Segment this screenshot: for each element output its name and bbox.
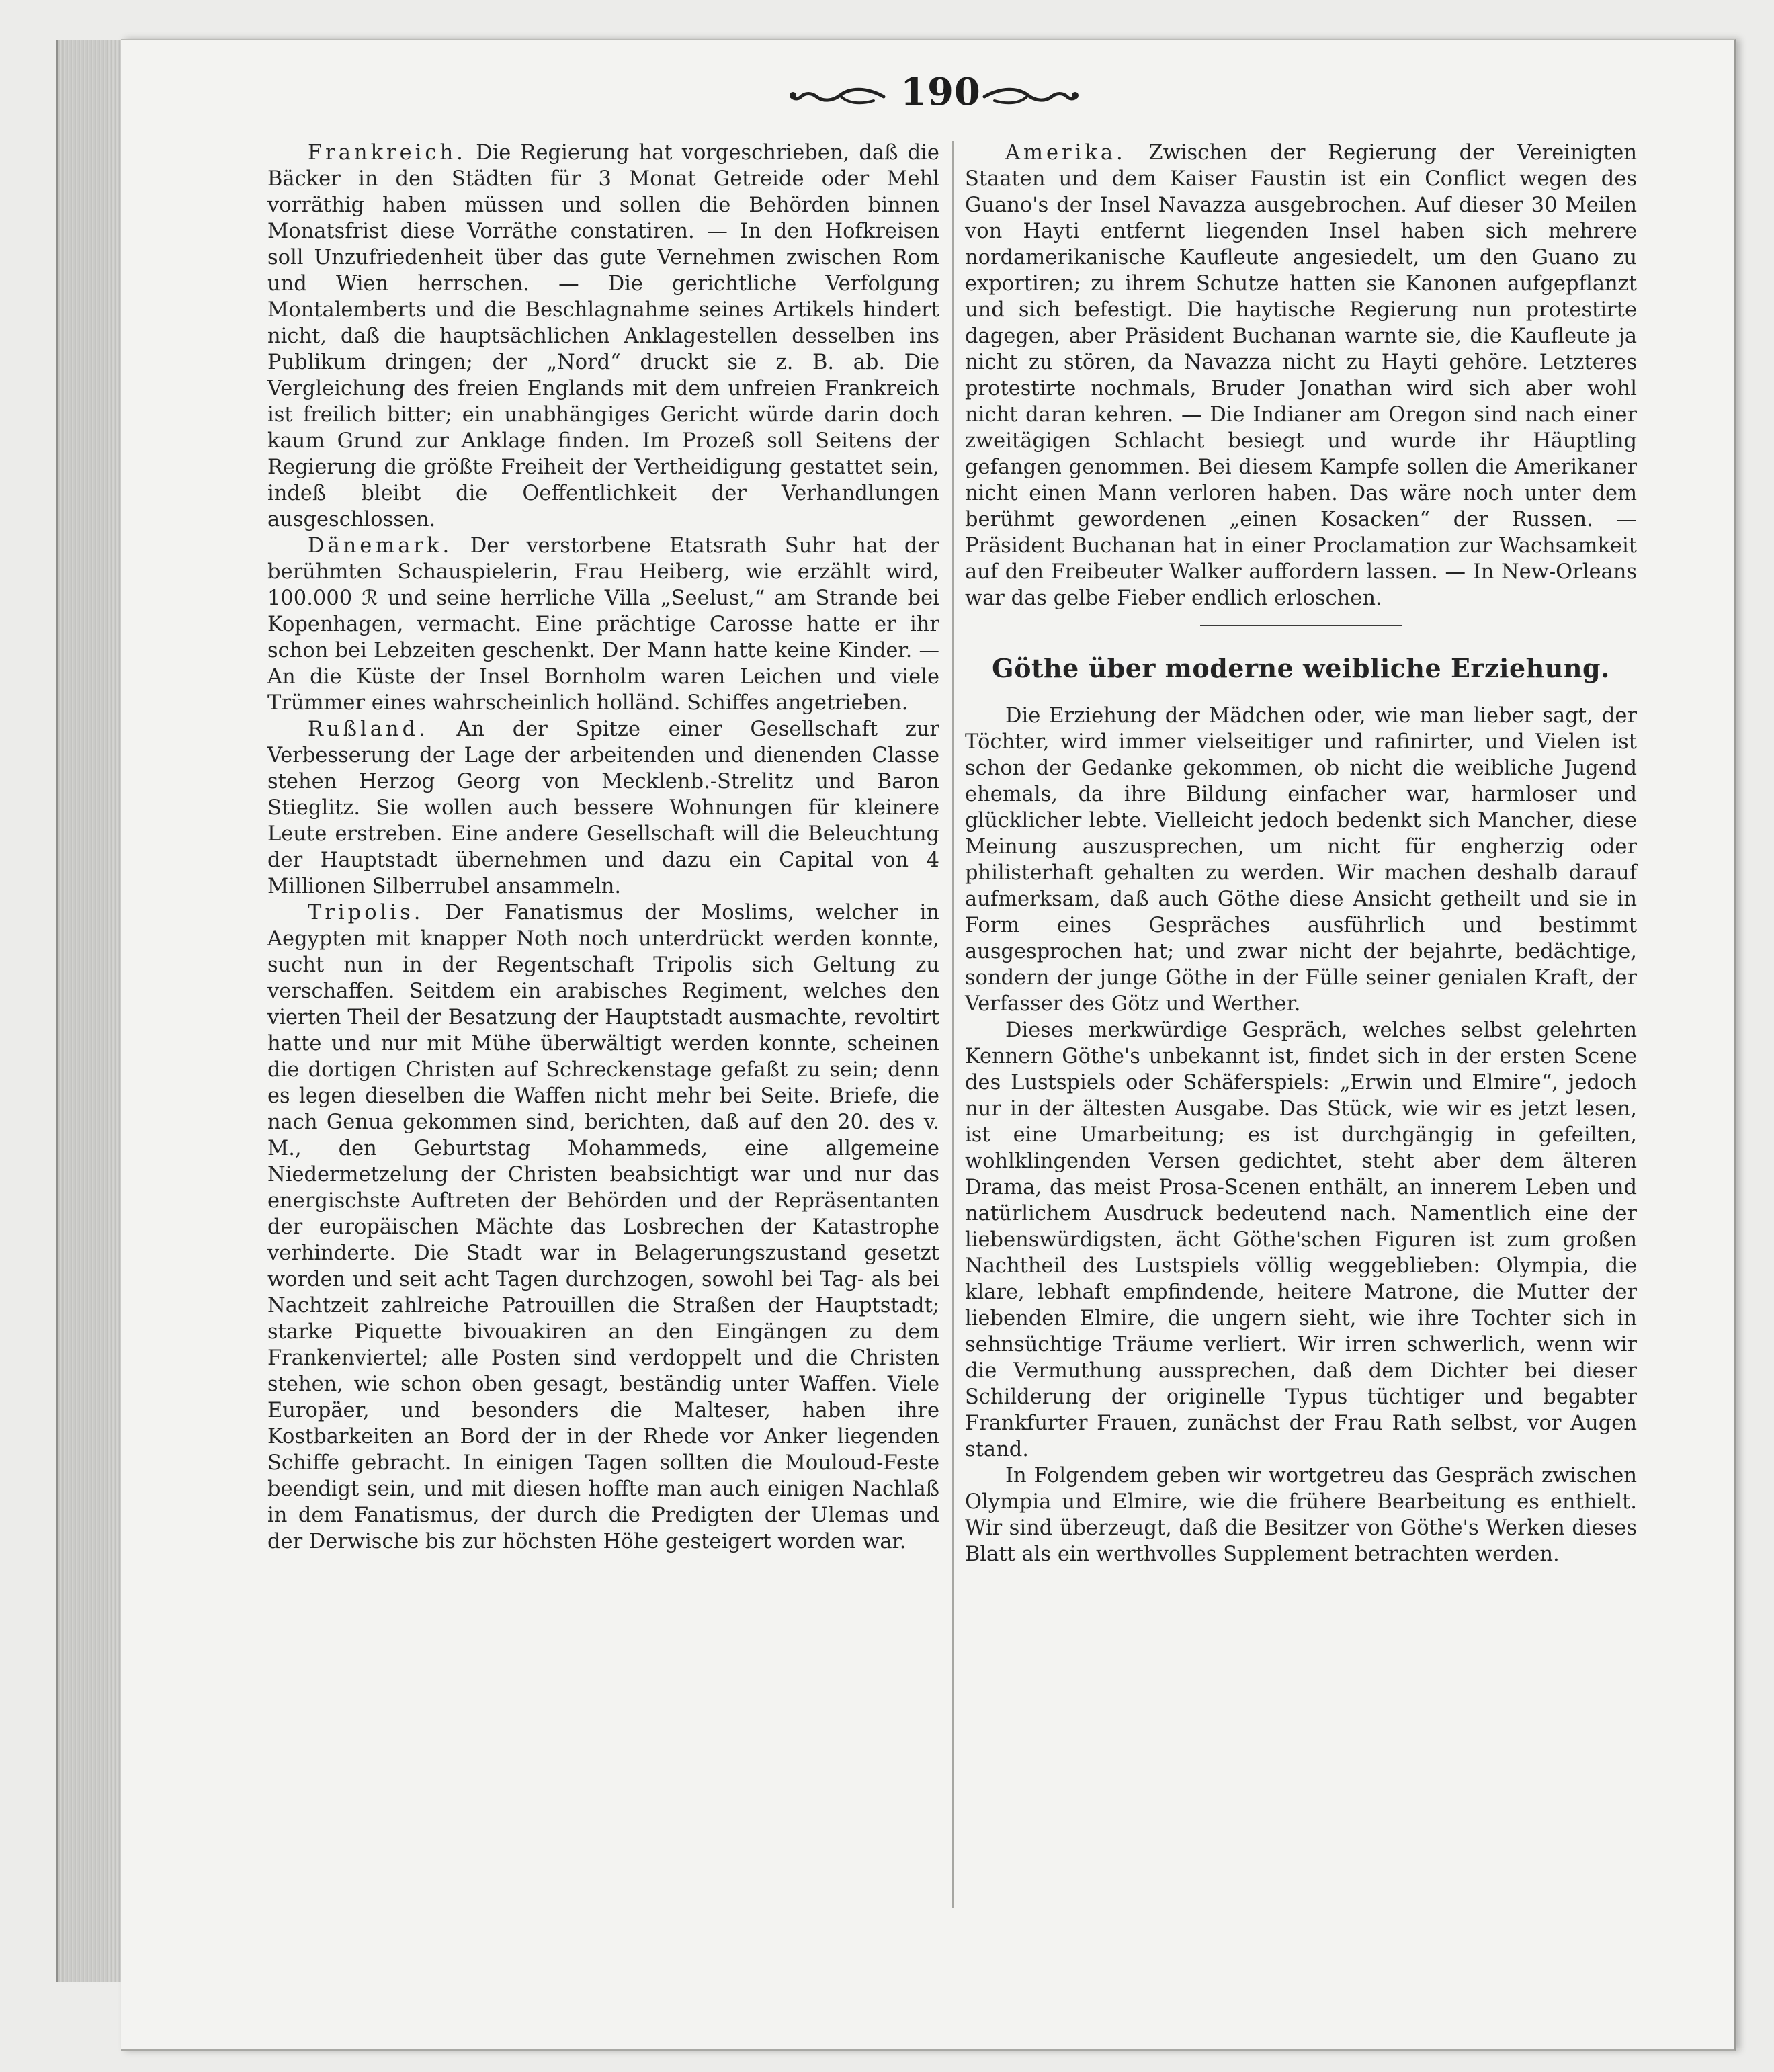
page-number: 190 (900, 70, 981, 114)
article-title: Göthe über moderne weibliche Erziehung. (992, 653, 1610, 683)
country-keyword: Dänemark. (308, 534, 453, 558)
page-header (746, 67, 1122, 121)
paragraph-text: An der Spitze einer Gesellschaft zur Verbesserung der Lage der arbeitenden und dienenden Classe stehen Herzog Georg von Mecklenb.-Strelitz und Baron Stieglitz. Sie wollen auch bessere Wohnungen für kleinere Leute erstreben. Eine andere Gesellschaft will die Beleuchtung der Hauptstadt übernehmen und dazu ein Capital von 4 Millionen Silberrubel ansammeln. (267, 718, 939, 898)
news-paragraph-denmark (267, 533, 939, 716)
right-column (965, 140, 1637, 1567)
country-keyword: Amerika. (1005, 141, 1126, 165)
stacked-page-edges (56, 40, 122, 1982)
news-paragraph-tripoli (267, 900, 939, 1555)
left-column (267, 140, 939, 1555)
paragraph-text: Der verstorbene Etatsrath Suhr hat der berühmten Schauspielerin, Frau Heiberg, wie erzählt wird, 100.000 ℛ und seine herrliche Villa „Seelust,“ am Strande bei Kopenhagen, vermacht. Eine prächtige Carosse hatte er ihr schon bei Lebzeiten geschenkt. Der Mann hatte keine Kinder. — An die Küste der Insel Bornholm waren Leichen und viele Trümmer eines wahrscheinlich holländ. Schiffes angetrieben. (267, 534, 939, 715)
country-keyword: Rußland. (308, 718, 429, 741)
right-ornament-icon (981, 82, 1082, 109)
paragraph-text: Der Fanatismus der Moslims, welcher in Aegypten mit knapper Noth noch unterdrückt werden konnte, sucht nun in der Regentschaft Tripolis sich Geltung zu verschaffen. Seitdem ein arabisches Regiment, welches den vierten Theil der Besatzung der Hauptstadt ausmachte, revoltirt hatte und nur mit Mühe überwältigt werden konnte, scheinen die dortigen Christen auf Schreckenstage gefaßt zu sein; denn es legen dieselben die Waffen nicht mehr bei Seite. Briefe, die nach Genua gekommen sind, berichten, daß auf den 20. des v. M., den Geburtstag Mohammeds, eine allgemeine Niedermetzelung der Christen beabsichtigt war und nur das energischste Auftreten der Behörden und der Repräsentanten der europäischen Mächte das Losbrechen der Katastrophe verhinderte. Die Stadt war in Belagerungszustand gesetzt worden und seit acht Tagen durchzogen, sowohl bei Tag- als bei Nachtzeit zahlreiche Patrouillen die Straßen der Hauptstadt; starke Piquette bivouakiren an den Eingängen zu dem Frankenviertel; alle Posten sind verdoppelt und die Christen stehen, wie schon oben gesagt, beständig unter Waffen. Viele Europäer, und besonders die Malteser, haben ihre Kostbarkeiten an Bord der in der Rhede vor Anker liegenden Schiffe gebracht. In einigen Tagen sollten die Mouloud-Feste beendigt sein, und mit diesen hoffte man auch einigen Nachlaß in dem Fanatismus, der durch die Predigten der Ulemas und der Derwische bis zur höchsten Höhe gesteigert worden war. (267, 901, 939, 1553)
left-ornament-icon (786, 82, 887, 109)
article-paragraph: In Folgendem geben wir wortgetreu das Gespräch zwischen Olympia und Elmire, wie die frühere Bearbeitung es enthielt. Wir sind überzeugt, daß die Besitzer von Göthe's Werken dieses Blatt als ein werthvolles Supplement betrachten werden. (965, 1464, 1637, 1566)
news-paragraph-russia (267, 716, 939, 900)
section-divider (1200, 625, 1402, 626)
paragraph-text: Die Regierung hat vorgeschrieben, daß die Bäcker in den Städten für 3 Monat Getreide oder Mehl vorräthig haben müssen und sollen die Behörden binnen Monatsfrist diese Vorräthe constatiren. — In den Hofkreisen soll Unzufriedenheit über das gute Vernehmen zwischen Rom und Wien herrschen. — Die gerichtliche Verfolgung Montalemberts und die Beschlagnahme seines Artikels hindert nicht, daß die hauptsächlichen Anklagestellen desselben ins Publikum dringen; der „Nord“ druckt sie z. B. ab. Die Vergleichung des freien Englands mit dem unfreien Frankreich ist freilich bitter; ein unabhängiges Gericht würde darin doch kaum Grund zur Anklage finden. Im Prozeß soll Seitens der Regierung die größte Freiheit der Vertheidigung gestattet sein, indeß bleibt die Oeffentlichkeit der Verhandlungen ausgeschlossen. (267, 141, 939, 531)
news-paragraph-america (965, 140, 1637, 611)
column-divider (952, 141, 954, 1908)
country-keyword: Tripolis. (308, 901, 424, 924)
article-paragraph: Die Erziehung der Mädchen oder, wie man lieber sagt, der Töchter, wird immer vielseitiger und rafinirter, und Vielen ist schon der Gedanke gekommen, ob nicht die weibliche Jugend ehemals, da ihre Bildung einfacher war, harmloser und glücklicher lebte. Vielleicht jedoch bedenkt sich Mancher, diese Meinung auszusprechen, um nicht für engherzig oder philisterhaft gehalten zu werden. Wir machen deshalb darauf aufmerksam, daß auch Göthe diese Ansicht getheilt und sie in Form eines Gespräches ausführlich und bestimmt ausgesprochen hat; und zwar nicht der bejahrte, bedächtige, sondern der junge Göthe in der Fülle seiner genialen Kraft, der Verfasser des Götz und Werther. (965, 704, 1637, 1016)
paragraph-text: Zwischen der Regierung der Vereinigten Staaten und dem Kaiser Faustin ist ein Conflict wegen des Guano's der Insel Navazza ausgebrochen. Auf dieser 30 Meilen von Hayti entfernt liegenden Insel haben sich mehrere nordamerikanische Kaufleute angesiedelt, um den Guano zu exportiren; zu ihrem Schutze hatten sie Kanonen aufgepflanzt und sich befestigt. Die haytische Regierung nun protestirte dagegen, aber Präsident Buchanan warnte sie, die Kaufleute ja nicht zu stören, da Navazza nicht zu Hayti gehöre. Letzteres protestirte nochmals, Bruder Jonathan wird sich aber wohl nicht daran kehren. — Die Indianer am Oregon sind nach einer zweitägigen Schlacht besiegt und wurde ihr Häuptling gefangen genommen. Bei diesem Kampfe sollen die Amerikaner nicht einen Mann verloren haben. Das wäre noch unter dem berühmt gewordenen „einen Kosacken“ der Russen. — Präsident Buchanan hat in einer Proclamation zur Wachsamkeit auf den Freibeuter Walker auffordern lassen. — In New-Orleans war das gelbe Fieber endlich erloschen. (965, 141, 1637, 610)
country-keyword: Frankreich. (308, 141, 466, 165)
article-paragraph: Dieses merkwürdige Gespräch, welches selbst gelehrten Kennern Göthe's unbekannt ist, findet sich in der ersten Scene des Lustspiels oder Schäferspiels: „Erwin und Elmire“, jedoch nur in der ältesten Ausgabe. Das Stück, wie wir es jetzt lesen, ist eine Umarbeitung; es ist durchgängig in gefeilten, wohlklingenden Versen gedichtet, steht aber dem älteren Drama, das meist Prosa-Scenen enthält, an innerem Leben und natürlichem Ausdruck bedeutend nach. Namentlich eine der liebenswürdigsten, ächt Göthe'schen Figuren ist zum großen Nachtheil des Lustspiels völlig weggeblieben: Olympia, die klare, lebhaft empfindende, heitere Matrone, die Mutter der liebenden Elmire, die ungern sieht, wie ihre Tochter sich in sehnsüchtige Träume verliert. Wir irren schwerlich, wenn wir die Vermuthung aussprechen, daß dem Dichter bei dieser Schilderung der originelle Typus tüchtiger und begabter Frankfurter Frauen, zunächst der Frau Rath selbst, vor Augen stand. (965, 1019, 1637, 1461)
news-paragraph-france (267, 140, 939, 533)
